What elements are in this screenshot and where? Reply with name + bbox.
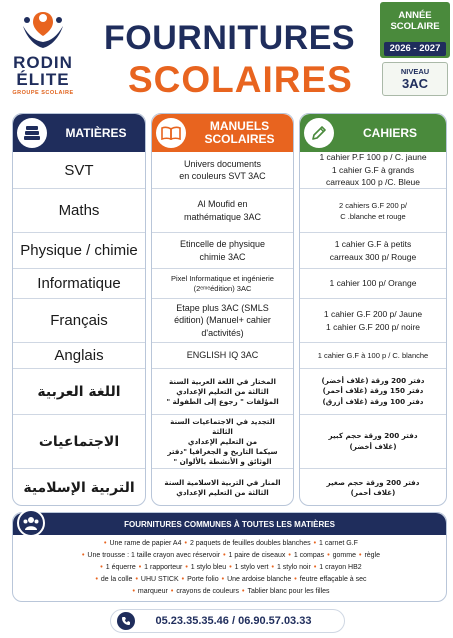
supplies-line — [17, 586, 442, 598]
textbook-cell: المختار في اللغة العربية السنة الثالثة من التعليم الإعدادي المؤلفات " رجوع إلى الطفولة " — [152, 368, 293, 414]
supplies-line — [17, 538, 442, 550]
bullet-icon: • — [294, 576, 297, 583]
bullet-icon: • — [241, 588, 245, 595]
bullet-icon: • — [135, 576, 138, 583]
textbook-cell: Etincelle de physique chimie 3AC — [152, 232, 293, 268]
supply-item: 1 carnet G.F — [319, 540, 358, 547]
subject-row: التربية الإسلامية — [13, 468, 145, 507]
subject-row: الاجتماعيات — [13, 414, 145, 468]
bullet-icon: • — [132, 588, 135, 595]
bullet-icon: • — [181, 576, 185, 583]
supply-item: 1 stylo noir — [276, 564, 311, 571]
logo-emblem-icon — [17, 6, 69, 52]
notebook-cell: دفتر 200 ورقة (غلاف أخضر) دفتر 150 ورقة (غلاف أحمر) دفتر 100 ورقة (غلاف أزرق) — [300, 368, 446, 414]
bullet-icon: • — [313, 540, 317, 547]
supply-item: de la colle — [100, 576, 133, 583]
notebook-cell: 1 cahier 100 p/ Orange — [300, 268, 446, 298]
notebook-cell: 1 cahier G.F à petits carreaux 300 p/ Rouge — [300, 232, 446, 268]
textbook-cell: Pixel Informatique et ingénierie (2ᵉᵐᵉédition) 3AC — [152, 268, 293, 298]
supply-item: règle — [364, 552, 381, 559]
bullet-icon: • — [184, 540, 187, 547]
common-supplies-header — [13, 513, 446, 535]
textbook-cell: ENGLISH IQ 3AC — [152, 342, 293, 368]
bullet-icon: • — [223, 552, 226, 559]
notebook-cell: 1 cahier G.F à 100 p / C. blanche — [300, 342, 446, 368]
notebooks-column — [299, 113, 447, 506]
supply-item: 1 crayon HB2 — [319, 564, 362, 571]
page-title-line1: FOURNITURES — [104, 19, 356, 57]
contact-bar — [110, 609, 345, 633]
supplies-line — [17, 574, 442, 586]
supply-item: 1 compas — [293, 552, 325, 559]
bullet-icon: • — [288, 552, 291, 559]
supply-item: 1 stylo bleu — [190, 564, 227, 571]
notebook-cell: 1 cahier P.F 100 p / C. jaune 1 cahier G.F à grands carreaux 100 p /C. Bleue — [319, 152, 427, 188]
supply-item: UHU STICK — [140, 576, 179, 583]
school-logo — [8, 6, 78, 106]
page-title-line2: SCOLAIRES — [128, 59, 353, 100]
subjects-column-title: MATIÈRES — [65, 125, 127, 140]
pencil-icon — [304, 118, 334, 148]
subject-row: Informatique — [13, 268, 145, 298]
supply-item: 1 rapporteur — [144, 564, 183, 571]
supply-item: feutre effaçable à sec — [299, 576, 367, 583]
level-badge — [382, 62, 448, 96]
bullet-icon: • — [170, 588, 174, 595]
bullet-icon: • — [104, 540, 107, 547]
common-supplies-list — [17, 538, 442, 598]
year-label: ANNÉE SCOLAIRE — [390, 10, 440, 32]
supply-item: Tablier blanc pour les filles — [247, 588, 330, 595]
supply-item: 2 paquets de feuilles doubles blanches — [189, 540, 311, 547]
notebook-cell: دفتر 200 ورقة حجم كبير (غلاف أخضر) — [300, 414, 446, 468]
bullet-icon: • — [185, 564, 188, 571]
supply-item: marqueur — [137, 588, 168, 595]
subjects-column-header — [13, 114, 145, 152]
bullet-icon: • — [221, 576, 225, 583]
notebook-cell: دفتر 200 ورقة حجم صغير (غلاف أحمر) — [300, 468, 446, 507]
notebook-cell: 1 cahier G.F 200 p/ Jaune 1 cahier G.F 200 p/ noire — [300, 298, 446, 342]
supply-item: 1 stylo vert — [234, 564, 269, 571]
bullet-icon: • — [358, 552, 362, 559]
open-book-icon — [156, 118, 186, 148]
supply-item: Une rame de papier A4 — [109, 540, 182, 547]
level-value: 3AC — [401, 76, 428, 91]
level-label: NIVEAU — [400, 67, 430, 76]
notebooks-column-header — [300, 114, 446, 152]
supply-item: Porte folio — [187, 576, 219, 583]
notebooks-column-title: CAHIERS — [362, 125, 417, 140]
subject-row: Physique / chimie — [13, 232, 145, 268]
supply-item: crayons de couleurs — [176, 588, 239, 595]
supply-item: gomme — [332, 552, 356, 559]
textbook-cell: Al Moufid en mathématique 3AC — [152, 188, 293, 232]
subject-row: Maths — [13, 188, 145, 232]
textbook-cell: المنار في التربية الاسلامية السنة الثالثة من التعليم الإعدادي — [152, 468, 293, 507]
phone-icon — [117, 612, 135, 630]
contact-phones: 05.23.35.35.46 / 06.90.57.03.33 — [155, 615, 312, 627]
bullet-icon: • — [100, 564, 103, 571]
textbook-cell: Univers documents en couleurs SVT 3AC — [179, 158, 266, 181]
bullet-icon: • — [271, 564, 274, 571]
bullet-icon: • — [313, 564, 317, 571]
logo-name-line2: ÉLITE — [16, 70, 70, 89]
subject-row: اللغة العربية — [13, 368, 145, 414]
subject-row: SVT — [64, 161, 94, 179]
supply-item: Une ardoise blanche — [227, 576, 292, 583]
supplies-line — [17, 562, 442, 574]
notebook-cell: 2 cahiers G.F 200 p/ C .blanche et rouge — [300, 188, 446, 232]
bullet-icon: • — [95, 576, 98, 583]
textbooks-column — [151, 113, 294, 506]
group-icon — [17, 509, 45, 537]
bullet-icon: • — [229, 564, 232, 571]
logo-name-line1: RODIN — [13, 53, 73, 72]
supply-item: 1 paire de ciseaux — [228, 552, 286, 559]
subjects-column — [12, 113, 146, 506]
school-year-badge — [380, 2, 450, 58]
textbooks-column-header — [152, 114, 293, 152]
books-icon — [17, 118, 47, 148]
common-supplies-title: FOURNITURES COMMUNES À TOUTES LES MATIÈRES — [124, 519, 335, 529]
supply-item: 1 équerre — [105, 564, 136, 571]
bullet-icon: • — [81, 552, 85, 559]
textbook-cell: التجديد في الاجتماعيات السنة الثالثة من التعليم الإعدادي سيكما التاريخ و الجغرافيا "دفتر الوثائق و الأنشطة بالألوان " — [152, 414, 293, 468]
common-supplies-panel — [12, 512, 447, 602]
supplies-line — [17, 550, 442, 562]
year-value: 2026 - 2027 — [384, 42, 446, 56]
subject-row: Anglais — [13, 342, 145, 368]
textbooks-column-title: MANUELS SCOLAIRES — [204, 119, 275, 146]
supply-item: Une trousse : 1 taille crayon avec réservoir — [87, 552, 221, 559]
subject-row: Français — [13, 298, 145, 342]
logo-group-label: GROUPE SCOLAIRE — [12, 90, 74, 96]
bullet-icon: • — [327, 552, 330, 559]
bullet-icon: • — [138, 564, 142, 571]
textbook-cell: Etape plus 3AC (SMLS édition) (Manuel+ cahier d'activités) — [152, 298, 293, 342]
